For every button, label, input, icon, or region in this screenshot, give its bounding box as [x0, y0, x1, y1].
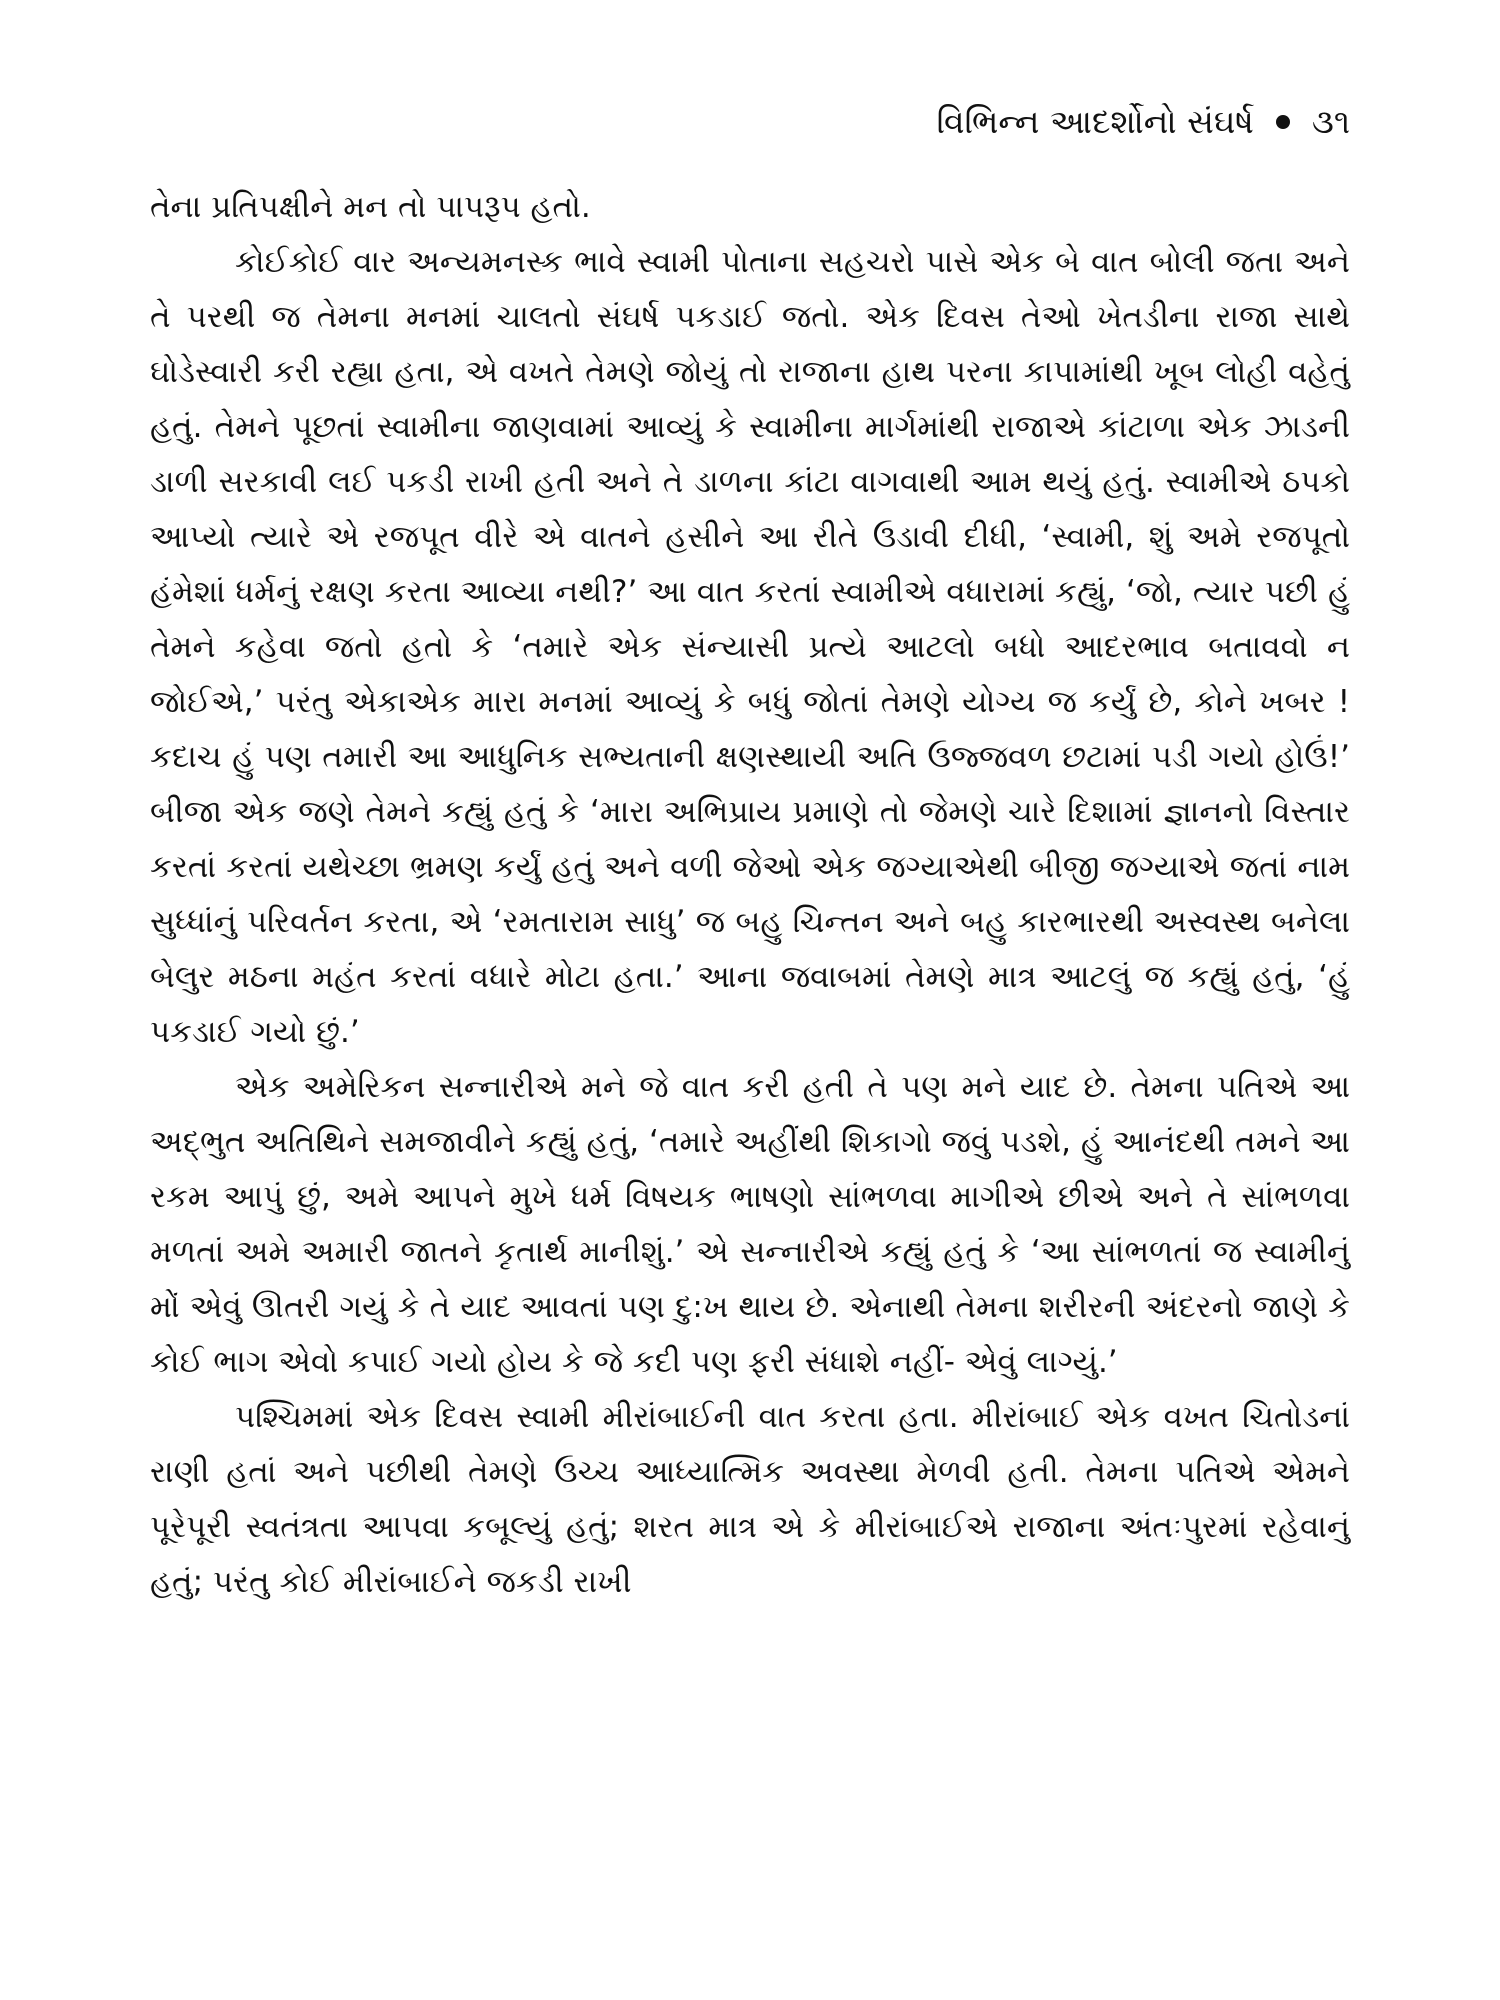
- running-title: વિભિન્ન આદર્શોનો સંઘર્ષ: [936, 102, 1254, 141]
- body-text: [150, 180, 1350, 1610]
- page-number: ૩૧: [1311, 102, 1350, 141]
- bullet-separator: [1276, 115, 1290, 129]
- paragraph: કોઈકોઈ વાર અન્યમનસ્ક ભાવે સ્વામી પોતાના સહચરો પાસે એક બે વાત બોલી જતા અને તે પરથી જ તેમના મનમાં ચાલતો સંઘર્ષ પકડાઈ જતો. એક દિવસ તેઓ ખેતડીના રાજા સાથે ઘોડેસ્વારી કરી રહ્યા હતા, એ વખતે તેમણે જોયું તો રાજાના હાથ પરના કાપામાંથી ખૂબ લોહી વહેતું હતું. તેમને પૂછતાં સ્વામીના જાણવામાં આવ્યું કે સ્વામીના માર્ગમાંથી રાજાએ કાંટાળા એક ઝાડની ડાળી સરકાવી લઈ પકડી રાખી હતી અને તે ડાળના કાંટા વાગવાથી આમ થયું હતું. સ્વામીએ ઠપકો આપ્યો ત્યારે એ રજપૂત વીરે એ વાતને હસીને આ રીતે ઉડાવી દીધી, ‘સ્વામી, શું અમે રજપૂતો હંમેશાં ધર્મનું રક્ષણ કરતા આવ્યા નથી?’ આ વાત કરતાં સ્વામીએ વધારામાં કહ્યું, ‘જો, ત્યાર પછી હું તેમને કહેવા જતો હતો કે ‘તમારે એક સંન્યાસી પ્રત્યે આટલો બધો આદરભાવ બતાવવો ન જોઈએ,’ પરંતુ એકાએક મારા મનમાં આવ્યું કે બધું જોતાં તેમણે યોગ્ય જ કર્યું છે, કોને ખબર ! કદાચ હું પણ તમારી આ આધુનિક સભ્યતાની ક્ષણસ્થાયી અતિ ઉજ્જવળ છટામાં પડી ગયો હોઉં!’ બીજા એક જણે તેમને કહ્યું હતું કે ‘મારા અભિપ્રાય પ્રમાણે તો જેમણે ચારે દિશામાં જ્ઞાનનો વિસ્તાર કરતાં કરતાં યથેચ્છા ભ્રમણ કર્યું હતું અને વળી જેઓ એક જગ્યાએથી બીજી જગ્યાએ જતાં નામ સુધ્ધાંનું પરિવર્તન કરતા, એ ‘રમતારામ સાધુ’ જ બહુ ચિન્તન અને બહુ કારભારથી અસ્વસ્થ બનેલા બેલુર મઠના મહંત કરતાં વધારે મોટા હતા.’ આના જવાબમાં તેમણે માત્ર આટલું જ કહ્યું હતું, ‘હું પકડાઈ ગયો છું.’: [150, 244, 1350, 1050]
- paragraph: એક અમેરિકન સન્નારીએ મને જે વાત કરી હતી તે પણ મને યાદ છે. તેમના પતિએ આ અદ્ભુત અતિથિને સમજાવીને કહ્યું હતું, ‘તમારે અહીંથી શિકાગો જવું પડશે, હું આનંદથી તમને આ રકમ આપું છું, અમે આપને મુખે ધર્મ વિષયક ભાષણો સાંભળવા માગીએ છીએ અને તે સાંભળવા મળતાં અમે અમારી જાતને કૃતાર્થ માનીશું.’ એ સન્નારીએ કહ્યું હતું કે ‘આ સાંભળતાં જ સ્વામીનું મોં એવું ઊતરી ગયું કે તે યાદ આવતાં પણ દુ:ખ થાય છે. એનાથી તેમના શરીરની અંદરનો જાણે કે કોઈ ભાગ એવો કપાઈ ગયો હોય કે જે કદી પણ ફરી સંધાશે નહીં- એવું લાગ્યું.’: [150, 1069, 1350, 1380]
- paragraph: પશ્ચિમમાં એક દિવસ સ્વામી મીરાંબાઈની વાત કરતા હતા. મીરાંબાઈ એક વખત ચિતોડનાં રાણી હતાં અને પછીથી તેમણે ઉચ્ચ આધ્યાત્મિક અવસ્થા મેળવી હતી. તેમના પતિએ એમને પૂરેપૂરી સ્વતંત્રતા આપવા કબૂલ્યું હતું; શરત માત્ર એ કે મીરાંબાઈએ રાજાના અંતઃપુરમાં રહેવાનું હતું; પરંતુ કોઈ મીરાંબાઈને જકડી રાખી: [150, 1399, 1350, 1600]
- running-header: [937, 100, 1350, 144]
- paragraph-continuation: તેના પ્રતિપક્ષીને મન તો પાપરૂપ હતો.: [150, 189, 591, 225]
